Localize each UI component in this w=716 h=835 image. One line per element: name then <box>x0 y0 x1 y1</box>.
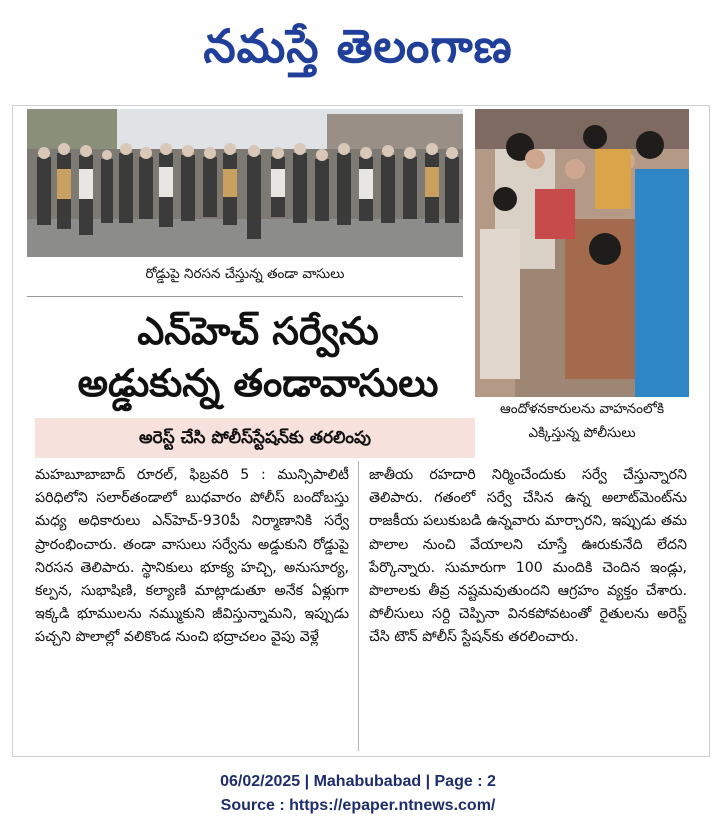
caption-divider <box>27 296 463 297</box>
article-column-1: మహబూబాబాద్‌ రూరల్‌, ఫిబ్రవరి 5 : మున్సిపాలిటీ పరిధిలోని సలార్‌తండాలో బుధవారం పోలీస్‌ బందోబస్తు మధ్య అధికారులు ఎన్‌హెచ్‌-930పీ నిర్మాణానికి సర్వే ప్రారంభించారు. తండా వాసులు సర్వేను అడ్డుకుని రోడ్డుపై నిరసన తెలిపారు. స్థానికులు భూక్య హచ్చి, అనుసూర్య, కల్పన, సుభాషిణి, కల్యాణి మాట్లాడుతూ అనేక ఏళ్లుగా ఇక్కడి భూములను నమ్ముకుని జీవిస్తున్నామని, ఇప్పుడు పచ్చని పొలాల్లో వలికొండ నుంచి భద్రాచలం వైపు వెళ్లే <box>35 467 349 646</box>
police-photo <box>475 109 689 397</box>
headline-line-1: ఎన్‌హెచ్‌ సర్వేను <box>137 309 379 353</box>
subheadline: అరెస్ట్‌ చేసి పోలీస్‌స్టేషన్‌కు తరలింపు <box>139 428 371 448</box>
headline-line-2: అడ్డుకున్న తండావాసులు <box>77 361 439 405</box>
news-clipping <box>12 105 710 757</box>
masthead-title: నమస్తే తెలంగాణ <box>203 19 513 73</box>
protest-photo <box>27 109 463 257</box>
column-divider <box>358 461 359 751</box>
footer-date-edition: 06/02/2025 | Mahabubabad | Page : 2 <box>220 773 496 790</box>
police-photo-caption-line1: ఆందోళనకారులను వాహనంలోకి <box>499 401 664 417</box>
protest-photo-caption: రోడ్డుపై నిరసన చేస్తున్న తండా వాసులు <box>145 266 345 282</box>
footer-source: Source : https://epaper.ntnews.com/ <box>220 797 496 814</box>
article-column-2: జాతీయ రహదారి నిర్మించేందుకు సర్వే చేస్తున్నారని తెలిపారు. గతంలో సర్వే చేసిన ఉన్న అలాట్‌మెంట్‌ను రాజకీయ పలుకుబడి ఉన్నవారు మార్చారని, ఇప్పుడు తమ పొలాల నుంచి వేయాలని చూస్తే ఊరుకునేది లేదని పేర్కొన్నారు. సుమారుగా 100 మందికి చెందిన ఇండ్లు, పొలాలకు తీవ్ర నష్టమవుతుందని ఆగ్రహం వ్యక్తం చేశారు. పోలీసులు సర్ది చెప్పినా వినకపోవటంతో రైతులను అరెస్ట్‌ చేసి టౌన్‌ పోలీస్‌ స్టేషన్‌కు తరలించారు. <box>369 467 687 646</box>
police-photo-caption-line2: ఎక్కిస్తున్న పోలీసులు <box>528 425 636 441</box>
